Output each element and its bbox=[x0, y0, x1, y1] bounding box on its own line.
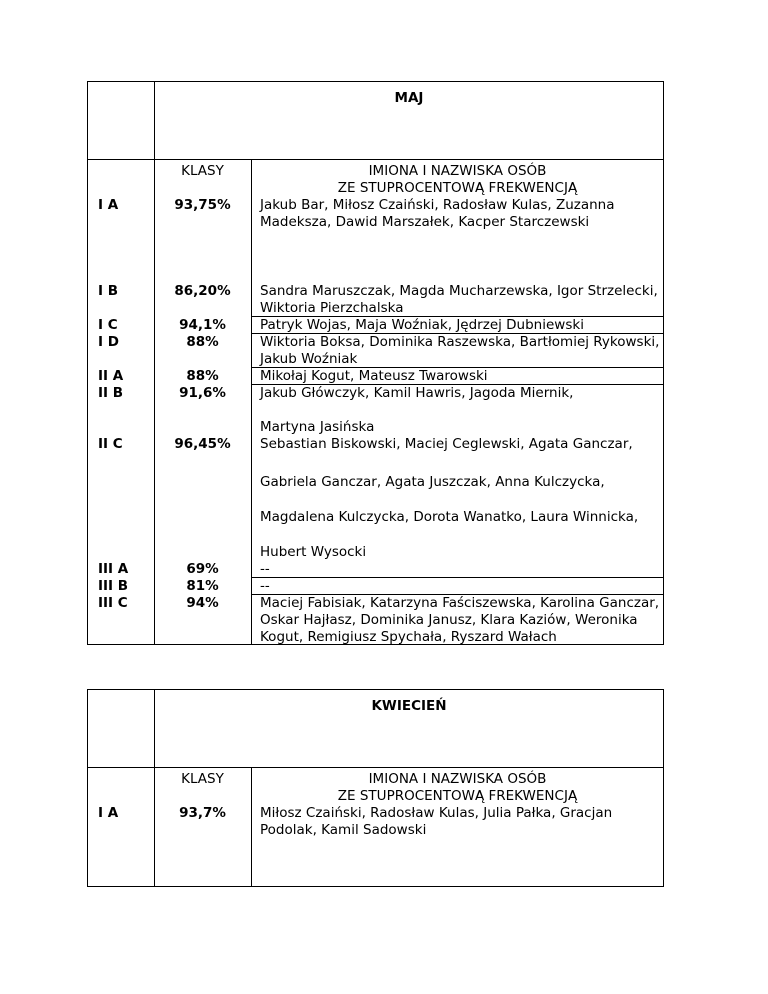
student-names: Maciej Fabisiak, Katarzyna Faściszewska, Karolina Ganczar, bbox=[260, 595, 660, 611]
student-names: -- bbox=[260, 578, 270, 594]
student-names: Podolak, Kamil Sadowski bbox=[260, 822, 427, 838]
class-label: I A bbox=[98, 805, 119, 821]
student-names: Martyna Jasińska bbox=[260, 419, 375, 435]
attendance-pct: 93,7% bbox=[179, 805, 226, 821]
class-label: III C bbox=[98, 595, 128, 611]
student-names: Gabriela Ganczar, Agata Juszczak, Anna Kulczycka, bbox=[260, 474, 605, 490]
attendance-pct: 93,75% bbox=[174, 197, 231, 213]
col-header-names-line2: ZE STUPROCENTOWĄ FREKWENCJĄ bbox=[337, 180, 578, 196]
student-names: Jakub Główczyk, Kamil Hawris, Jagoda Miernik, bbox=[260, 385, 574, 401]
col-header-classes: KLASY bbox=[181, 163, 224, 179]
attendance-pct: 88% bbox=[186, 334, 219, 350]
class-label: I C bbox=[98, 317, 118, 333]
student-names: Sandra Maruszczak, Magda Mucharzewska, Igor Strzelecki, bbox=[260, 283, 658, 299]
col-header-names-line1: IMIONA I NAZWISKA OSÓB bbox=[368, 163, 547, 179]
attendance-pct: 81% bbox=[186, 578, 219, 594]
student-names: Miłosz Czaiński, Radosław Kulas, Julia Pałka, Gracjan bbox=[260, 805, 613, 821]
col-header-names-line2: ZE STUPROCENTOWĄ FREKWENCJĄ bbox=[337, 788, 578, 804]
month-title: MAJ bbox=[394, 90, 424, 106]
attendance-pct: 94% bbox=[186, 595, 219, 611]
col-header-classes: KLASY bbox=[181, 771, 224, 787]
student-names: Wiktoria Boksa, Dominika Raszewska, Bartłomiej Rykowski, bbox=[260, 334, 660, 350]
student-names: Jakub Bar, Miłosz Czaiński, Radosław Kulas, Zuzanna bbox=[260, 197, 615, 213]
student-names: Hubert Wysocki bbox=[260, 544, 367, 560]
class-label: I B bbox=[98, 283, 119, 299]
attendance-pct: 86,20% bbox=[174, 283, 231, 299]
student-names: Mikołaj Kogut, Mateusz Twarowski bbox=[260, 368, 488, 384]
attendance-pct: 94,1% bbox=[179, 317, 226, 333]
class-label: II A bbox=[98, 368, 124, 384]
student-names: Jakub Woźniak bbox=[260, 351, 358, 367]
student-names: Sebastian Biskowski, Maciej Ceglewski, Agata Ganczar, bbox=[260, 436, 633, 452]
attendance-pct: 91,6% bbox=[179, 385, 226, 401]
month-title: KWIECIEŃ bbox=[371, 698, 447, 714]
class-label: II B bbox=[98, 385, 124, 401]
attendance-pct: 96,45% bbox=[174, 436, 231, 452]
attendance-pct: 69% bbox=[186, 561, 219, 577]
class-label: III A bbox=[98, 561, 129, 577]
student-names: Wiktoria Pierzchalska bbox=[260, 300, 404, 316]
student-names: Madeksza, Dawid Marszałek, Kacper Starczewski bbox=[260, 214, 590, 230]
student-names: Patryk Wojas, Maja Woźniak, Jędrzej Dubniewski bbox=[260, 317, 584, 333]
student-names: Oskar Hajłasz, Dominika Janusz, Klara Kaziów, Weronika bbox=[260, 612, 638, 628]
class-label: II C bbox=[98, 436, 123, 452]
student-names: Kogut, Remigiusz Spychała, Ryszard Wałach bbox=[260, 629, 557, 645]
student-names: -- bbox=[260, 561, 270, 577]
class-label: I A bbox=[98, 197, 119, 213]
student-names: Magdalena Kulczycka, Dorota Wanatko, Laura Winnicka, bbox=[260, 509, 639, 525]
attendance-pct: 88% bbox=[186, 368, 219, 384]
col-header-names-line1: IMIONA I NAZWISKA OSÓB bbox=[368, 771, 547, 787]
class-label: III B bbox=[98, 578, 129, 594]
class-label: I D bbox=[98, 334, 119, 350]
